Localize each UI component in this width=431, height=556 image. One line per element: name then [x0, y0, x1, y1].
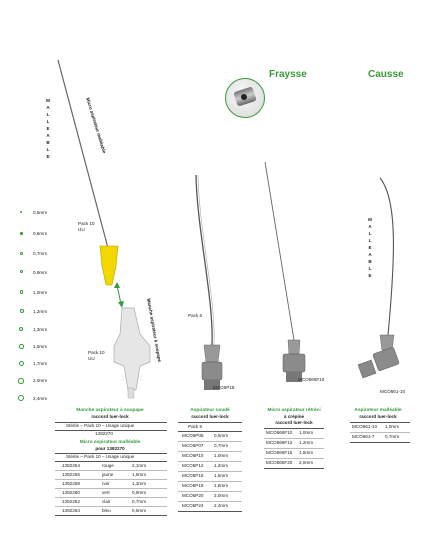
clear-handle [114, 308, 150, 390]
malleable-label-left: M A L L E A B L E [46, 98, 50, 159]
col3-ref: MCO566F10 [298, 377, 325, 382]
malleable-label-right: M A L L E A B L E [368, 217, 372, 278]
angled-cannula [196, 175, 212, 345]
pack-label-top: Pack 10 UU [78, 221, 95, 232]
micro-label-rotated: Micro aspirateur malléable [85, 97, 107, 154]
brand-fraysse: Fraysse [269, 69, 307, 80]
handle-label-rotated: Manche aspirateur à soupape [146, 298, 163, 363]
col2-pack: Pack 5 [188, 313, 203, 318]
brand-causse: Causse [368, 69, 404, 80]
yellow-hub [100, 246, 118, 285]
malleable-cannula [380, 178, 393, 335]
col2-ref: MCO5P18 [213, 385, 235, 390]
pack-label-bottom: Pack 10 UU [88, 350, 105, 361]
micro-cannula [265, 162, 294, 340]
col4-ref: MCO661-10 [380, 389, 406, 394]
left-cannula [58, 60, 108, 248]
